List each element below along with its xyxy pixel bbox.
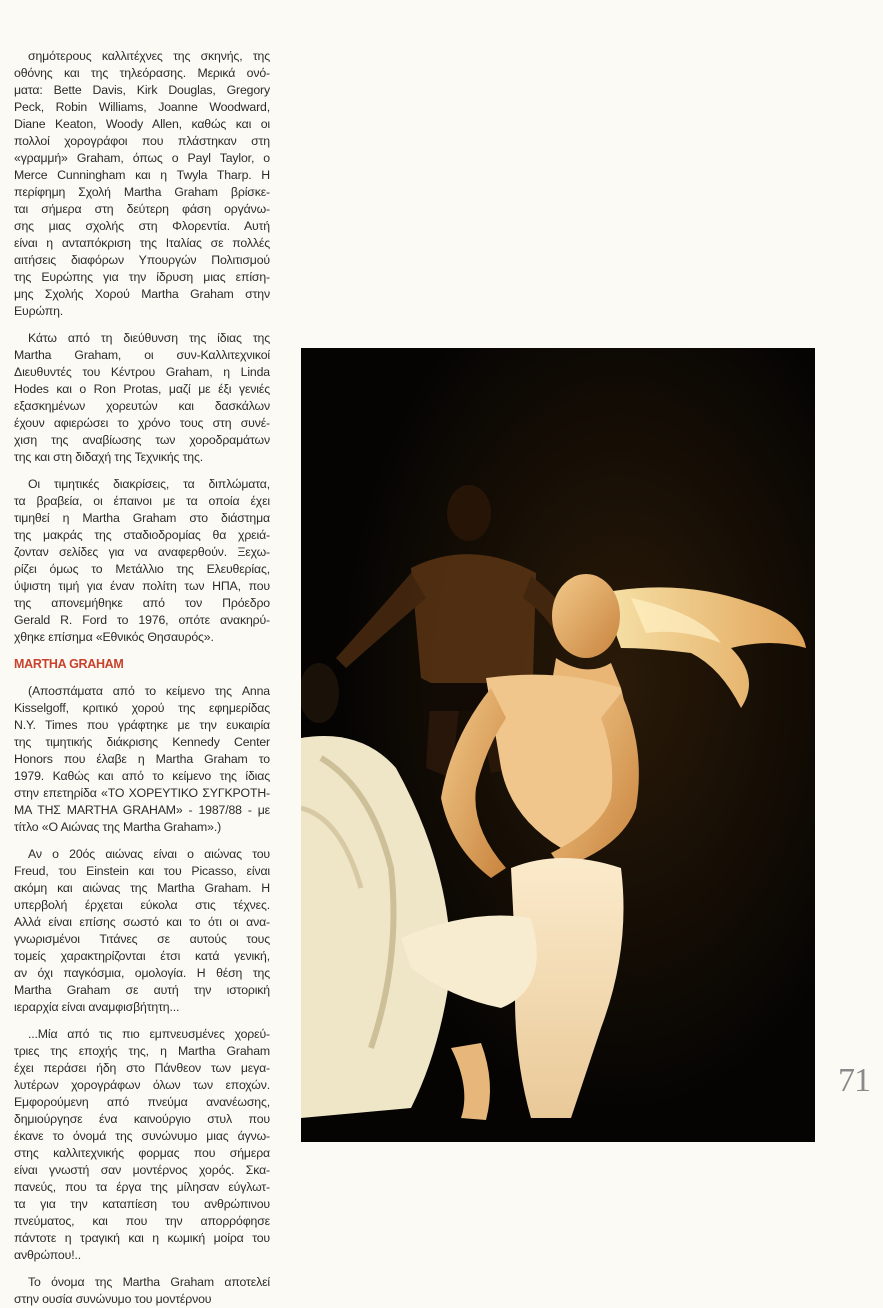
body-text-line: της και στη διδαχή της Τεχνικής της. [14,450,204,464]
body-text-line: στης καλλιτεχνικής φορμας που σήμερα [14,1146,270,1160]
body-text-line: σης μιας σχολής στη Φλορεντία. Αυτή [14,219,270,233]
body-text-line: ...Μία από τις πιο εμπνευσμένες χορεύ- [28,1027,270,1041]
body-text-line: Το όνομα της Martha Graham αποτελεί [28,1275,270,1289]
body-text-line: γνωρισμένοι Τιτάνες σε αυτούς τους [14,932,270,946]
body-text-line: Kisselgoff, κριτικό χορού της εφημερίδας [14,701,270,715]
body-text-line: ακόμη και αιώνας της Martha Graham. Η [14,881,270,895]
dance-photo [301,348,815,1142]
dancers-illustration [301,348,815,1142]
body-text-line: ανθρώπου!.. [14,1248,81,1262]
body-text-line: τα για την καταπίεση του ανθρώπινου [14,1197,270,1211]
body-text-line: αιτήσεις διαφόρων Υπουργών Πολιτισμού [14,253,270,267]
body-text-line: Διευθυντές του Κέντρου Graham, η Linda [14,365,270,379]
body-text-line: «γραμμή» Graham, όπως ο Payl Taylor, ο [14,151,270,165]
body-text-line: ζονταν σελίδες για να αναφερθούν. Ξεχω- [14,545,270,559]
body-text-line: πάντοτε η τραγική και η κωμική μοίρα του [14,1231,270,1245]
body-text-line: χιση της αναβίωσης των χοροδραμάτων [14,433,270,447]
body-text-line: δημιούργησε ένα καινούργιο στυλ που [14,1112,270,1126]
body-text-line: Diane Keaton, Woody Allen, καθώς και οι [14,117,270,131]
body-text-line: τιμηθεί η Martha Graham στο διάστημα [14,511,270,525]
body-text-line: Αν ο 20ός αιώνας είναι ο αιώνας του [28,847,270,861]
body-text-line: Martha Graham, οι συν-Καλλιτεχνικοί [14,348,270,362]
body-text-line: λυτέρων χορογράφων όλων των εποχών. [14,1078,270,1092]
body-text-line: πνεύματος, και που την απορρόφησε [14,1214,270,1228]
body-text-line: Κάτω από τη διεύθυνση της ίδιας της [28,331,270,345]
body-text-line: ται σήμερα στη δεύτερη φάση οργάνω- [14,202,270,216]
body-text-line: σημότερους καλλιτέχνες της σκηνής, της [28,49,270,63]
body-text-line: εξασκημένων χορευτών και δασκάλων [14,399,270,413]
body-text-line: τα βραβεία, οι έπαινοι με τα οποία έχει [14,494,270,508]
body-text-line: Οι τιμητικές διακρίσεις, τα διπλώματα, [28,477,270,491]
body-text-line: ιεραρχία είναι αναμφισβήτητη... [14,1000,180,1014]
body-text-line: (Αποσπάματα από το κείμενο της Anna [28,684,270,698]
body-text-line: πολλοί χορογράφοι που πλάστηκαν στη [14,134,270,148]
body-text-line: έχουν αφιερώσει το χρόνο τους στη συνέ- [14,416,270,430]
body-text-line: της τιμητικής διάκρισης Kennedy Center [14,735,270,749]
body-text-line: οθόνης και της τηλεόρασης. Μερικά ονό- [14,66,270,80]
body-text-line: είναι η ανταπόκριση της Ιταλίας σε πολλές [14,236,270,250]
body-text-line: ματα: Bette Davis, Kirk Douglas, Gregory [14,83,270,97]
body-text-line: είναι γνωστή σαν μοντέρνος χορός. Σκα- [14,1163,270,1177]
body-text-line: ΜΑ ΤΗΣ MARTHA GRAHAM» - 1987/88 - με [14,803,270,817]
body-text-line: Αλλά είναι επίσης σωστό και το ότι οι ανα- [14,915,270,929]
body-text-line: τριες της εποχής της, η Martha Graham [14,1044,270,1058]
body-text-line: 1979. Καθώς και από το κείμενο της ίδιας [14,769,270,783]
body-text-line: χθηκε επίσημα «Εθνικός Θησαυρός». [14,630,214,644]
body-text-line: έκανε το όνομά της συνώνυμο μιας άγνω- [14,1129,270,1143]
body-text-line: πανεύς, που τα έργα της μίλησαν εύγλωτ- [14,1180,270,1194]
body-text-line: αν όχι παγκόσμια, ομολογία. Η θέση της [14,966,270,980]
body-text-line: της μακράς της σταδιοδρομίας θα χρειά- [14,528,270,542]
body-text-line: της Ευρώπης για την ίδρυση μιας επίση- [14,270,270,284]
body-text-line: της απονεμήθηκε από τον Πρόεδρο [14,596,270,610]
body-text-line: ρίζει όμως το Μετάλλιο της Ελευθερίας, [14,562,270,576]
body-text-line: μης Σχολής Χορού Martha Graham στην [14,287,270,301]
section-heading: MARTHA GRAHAM [14,657,124,671]
body-text-line: τομείς χαρακτηρίζονται έτσι κατά γενική, [14,949,270,963]
body-text-line: Merce Cunningham και η Twyla Tharp. Η [14,168,270,182]
body-text-line: Hodes και ο Ron Protas, μαζί με έξι γενιές [14,382,270,396]
body-text-line: Martha Graham σε αυτή την ιστορική [14,983,270,997]
body-text-line: έχει περάσει ήδη στο Πάνθεον των μεγα- [14,1061,270,1075]
body-text-line: Ευρώπη. [14,304,64,318]
body-text-line: N.Y. Times που γράφτηκε με την ευκαιρία [14,718,270,732]
body-text-line: στην ουσία συνώνυμο του μοντέρνου [14,1292,212,1306]
body-text-line: τίτλο «Ο Αιώνας της Martha Graham».) [14,820,222,834]
body-text-line: Gerald R. Ford το 1976, οπότε ανακηρύ- [14,613,270,627]
body-text-line: Honors που έλαβε η Martha Graham το [14,752,270,766]
body-text-line: στην επετηρίδα «ΤΟ ΧΟΡΕΥΤΙΚΟ ΣΥΓΚΡΟΤΗ- [14,786,270,800]
body-text-line: Peck, Robin Williams, Joanne Woodward, [14,100,270,114]
body-text-line: περίφημη Σχολή Martha Graham βρίσκε- [14,185,270,199]
body-text-line: ύψιστη τιμή για έναν πολίτη των ΗΠΑ, που [14,579,270,593]
page-number: 71 [838,1062,870,1099]
body-text-line: Freud, του Einstein και του Picasso, είναι [14,864,270,878]
body-text-line: υπερβολή έρχεται εύκολα στις τέχνες. [14,898,270,912]
body-text-line: Εμφορούμενη από πνεύμα ανανέωσης, [14,1095,270,1109]
